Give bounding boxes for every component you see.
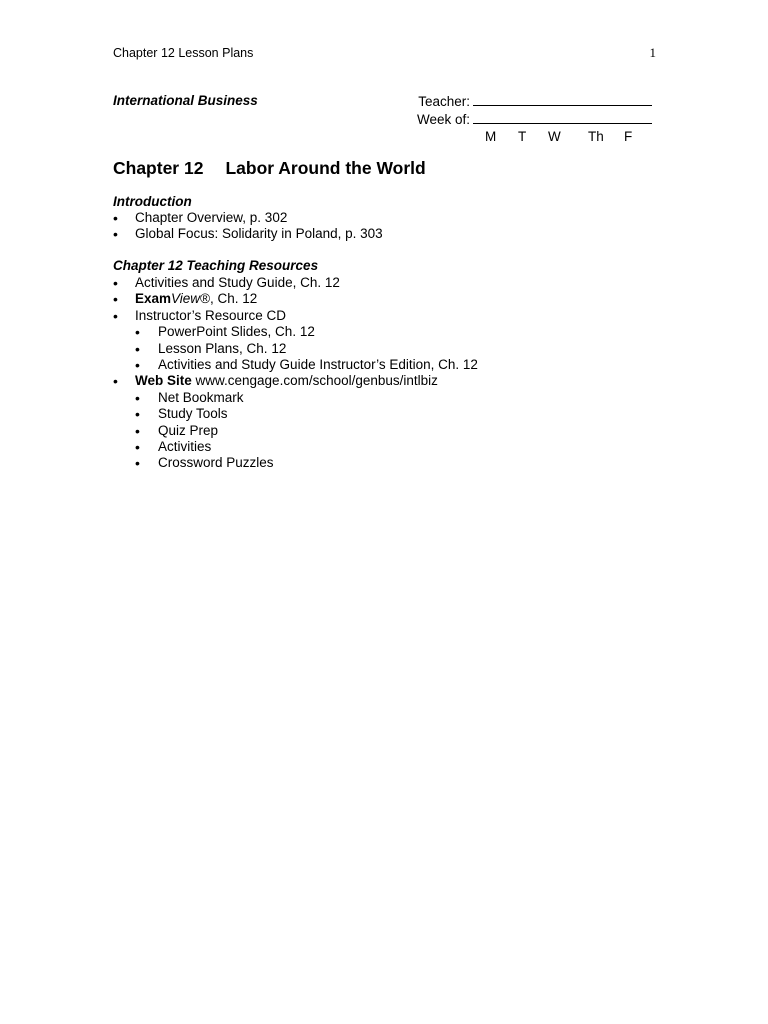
day-friday: F [624, 129, 633, 144]
day-monday: M [485, 129, 497, 144]
day-thursday: Th [588, 129, 604, 144]
list-item: • Activities [135, 439, 673, 455]
list-item-examview [113, 291, 673, 307]
course-name: International Business [113, 93, 258, 108]
introduction-list [113, 210, 673, 243]
teacher-blank-line [473, 92, 652, 106]
list-item: • Activities and Study Guide Instructor’s Edition, Ch. 12 [135, 357, 673, 373]
list-item: • Net Bookmark [135, 390, 673, 406]
irc-sublist [135, 324, 673, 373]
list-item-website [113, 373, 673, 471]
running-header [113, 45, 656, 61]
website-label: Web Site [135, 373, 192, 389]
list-item: • PowerPoint Slides, Ch. 12 [135, 324, 673, 340]
list-item: • Activities and Study Guide, Ch. 12 [113, 275, 673, 291]
resources-list [113, 275, 673, 472]
irc-label: Instructor’s Resource CD [135, 307, 287, 323]
examview-rest: ®, Ch. 12 [200, 291, 258, 307]
list-item: • Lesson Plans, Ch. 12 [135, 341, 673, 357]
list-item: • Global Focus: Solidarity in Poland, p. 303 [113, 226, 673, 242]
running-title: Chapter 12 Lesson Plans [113, 46, 254, 60]
examview-italic: View [171, 291, 201, 307]
week-label: Week of: [416, 112, 470, 127]
day-wednesday: W [548, 129, 561, 144]
chapter-title: Labor Around the World [225, 158, 426, 178]
list-item: • Chapter Overview, p. 302 [113, 210, 673, 226]
list-item: • Crossword Puzzles [135, 455, 673, 471]
teacher-row [400, 92, 652, 110]
week-row [400, 110, 652, 128]
chapter-number: Chapter 12 [113, 158, 204, 178]
day-tuesday: T [518, 129, 527, 144]
teacher-meta-block [400, 92, 652, 145]
website-sublist [135, 390, 673, 472]
resources-heading: Chapter 12 Teaching Resources [113, 258, 319, 273]
page-number: 1 [649, 45, 656, 60]
list-item-irc [113, 308, 673, 374]
list-item: • Quiz Prep [135, 423, 673, 439]
weekday-labels [479, 128, 652, 145]
teacher-label: Teacher: [418, 94, 470, 109]
week-blank-line [473, 110, 652, 124]
chapter-heading [113, 157, 426, 179]
list-item: • Study Tools [135, 406, 673, 422]
examview-bold: Exam [135, 291, 172, 307]
website-url: www.cengage.com/school/genbus/intlbiz [191, 373, 438, 389]
introduction-heading: Introduction [113, 194, 192, 209]
